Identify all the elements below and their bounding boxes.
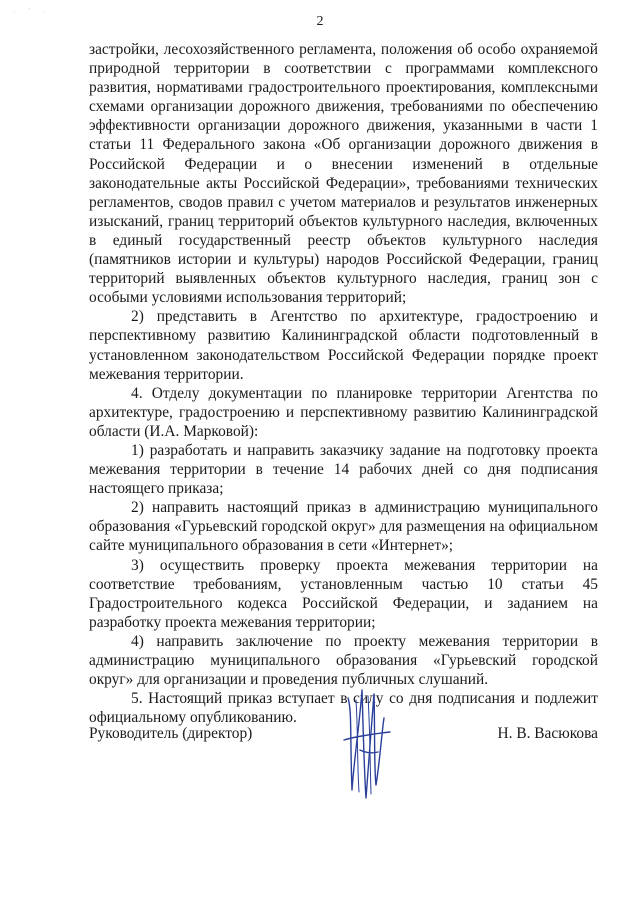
paragraph: застройки, лесохозяйственного регламента, положения об особо охраняемой природной территории в соответствии с программами комплексного развития, нормативами градостроительного проектирования, комплексными схемами организации дорожного движения, требованиями по обеспечению эффективности организации дорожного движения, указанными в части 1 статьи 11 Федерального закона «Об организации дорожного движения в Российской Федерации и о внесении изменений в отдельные законодательные акты Российской Федерации», требованиями технических регламентов, сводов правил с учетом материалов и результатов инженерных изысканий, границ территорий объектов культурного наследия, включенных в единый государственный реестр объектов культурного наследия (памятников истории и культуры) народов Российской Федерации, границ территорий выявленных объектов культурного наследия, границ зон с особыми условиями использования территорий; — [89, 41, 598, 307]
paragraph: 4) направить заключение по проекту межевания территории в администрацию муниципального образования «Гурьевский городской округ» для организации и проведения публичных слушаний. — [89, 632, 598, 689]
paragraph: 4. Отделу документации по планировке территории Агентства по архитектуре, градостроению и перспективному развитию Калининградской области (И.А. Марковой): — [89, 384, 598, 440]
paragraph: 1) разработать и направить заказчику задание на подготовку проекта межевания территории в течение 14 рабочих дней со дня подписания настоящего приказа; — [89, 441, 598, 498]
paragraph: 5. Настоящий приказ вступает в силу со дня подписания и подлежит официальному опубликованию. — [89, 690, 598, 727]
document-body — [89, 40, 598, 727]
signatory-title: Руководитель (директор) — [89, 725, 253, 742]
page-number: 2 — [316, 14, 324, 29]
scan-corner-marks: . ' . — [14, 8, 52, 14]
paragraph: 2) представить в Агентство по архитектуре, градостроению и перспективному развитию Калининградской области подготовленный в установленном законодательством Российской Федерации порядке проект межевания территории. — [89, 308, 598, 383]
signatory-name: Н. В. Васюкова — [497, 725, 598, 742]
paragraph: 3) осуществить проверку проекта межевания территории на соответствие требованиям, установленным частью 10 статьи 45 Градостроительного кодекса Российской Федерации, и заданием на разработку проекта межевания территории; — [89, 556, 598, 631]
signature-block — [89, 725, 598, 747]
paragraph: 2) направить настоящий приказ в администрацию муниципального образования «Гурьевский городской округ» для размещения на официальном сайте муниципального образования в сети «Интернет»; — [89, 499, 598, 555]
